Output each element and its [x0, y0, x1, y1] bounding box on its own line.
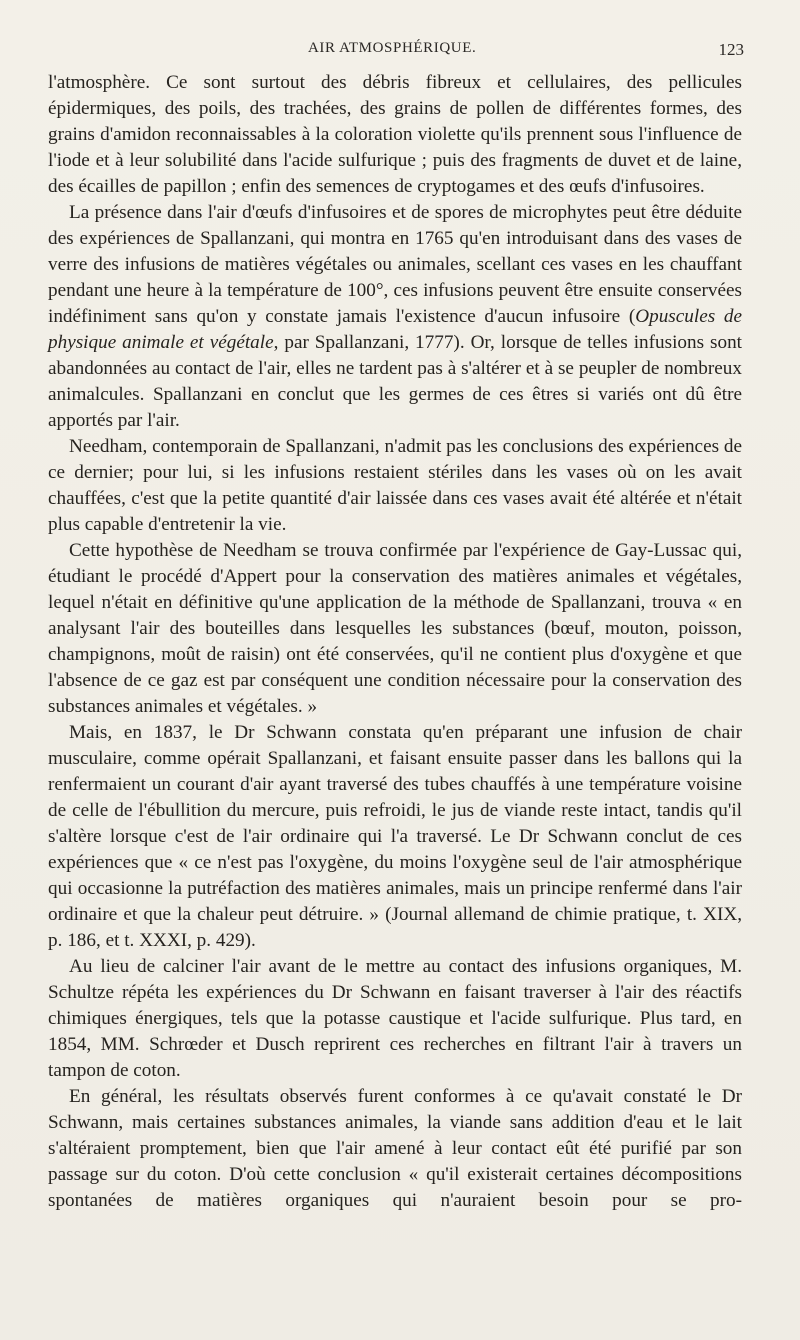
paragraph-6: Au lieu de calciner l'air avant de le mettre au contact des infusions organiques, M. Schultze répéta les expériences du Dr Schwann en faisant traverser à l'air des réactifs chimiques énergiques, tels que la potasse caustique et l'acide sulfurique. Plus tard, en 1854, MM. Schrœder et Dusch reprirent ces recherches en filtrant l'air à travers un tampon de coton. [48, 956, 742, 1081]
paragraph-7: En général, les résultats observés furent conformes à ce qu'avait constaté le Dr Schwann, mais certaines substances animales, la viande sans addition d'eau et le lait s'altéraient promptement, bien que l'air amené à leur contact eût été purifié par son passage sur du coton. D'où cette conclusion « qu'il existerait certaines décompositions spontanées de matières organiques qui n'auraient besoin pour se pro- [48, 1086, 742, 1211]
paragraph-1: l'atmosphère. Ce sont surtout des débris fibreux et cellulaires, des pellicules épidermiques, des poils, des trachées, des grains de pollen de différentes formes, des grains d'amidon reconnaissables à la coloration violette qu'ils prennent sous l'influence de l'iode et à leur solubilité dans l'acide sulfurique ; puis des fragments de duvet et de laine, des écailles de papillon ; enfin des semences de cryptogames et des œufs d'infusoires. [48, 72, 742, 197]
paragraph-4: Cette hypothèse de Needham se trouva confirmée par l'expérience de Gay-Lussac qui, étudiant le procédé d'Appert pour la conservation des matières animales et végétales, lequel n'était en définitive qu'une application de la méthode de Spallanzani, trouva « en analysant l'air des bouteilles dans lesquelles les substances (bœuf, mouton, poisson, champignons, moût de raisin) ont été conservées, qu'il ne contient plus d'oxygène et que l'absence de ce gaz est par conséquent une condition nécessaire pour la conservation des substances animales et végétales. » [48, 540, 742, 717]
running-title: AIR ATMOSPHÉRIQUE. [308, 40, 477, 56]
paragraph-3: Needham, contemporain de Spallanzani, n'admit pas les conclusions des expériences de ce dernier; pour lui, si les infusions restaient stériles dans les vases où on les avait chauffées, c'est que la petite quantité d'air laissée dans ces vases avait été altérée et n'était plus capable d'entretenir la vie. [48, 436, 742, 535]
page-number: 123 [718, 40, 744, 59]
citation-title: Opuscules de physique animale et végétale [48, 306, 742, 353]
page-header [48, 40, 744, 64]
body-text [48, 70, 742, 1214]
paragraph-5: Mais, en 1837, le Dr Schwann constata qu'en préparant une infusion de chair musculaire, comme opérait Spallanzani, et faisant ensuite passer dans les ballons qui la renfermaient un courant d'air ayant traversé des tubes chauffés à une température voisine de celle de l'ébullition du mercure, puis refroidi, le jus de viande reste intact, tandis qu'il s'altère lorsque c'est de l'air ordinaire qui l'a traversé. Le Dr Schwann conclut de ces expériences que « ce n'est pas l'oxygène, du moins l'oxygène seul de l'air atmosphérique qui occasionne la putréfaction des matières animales, mais un principe renfermé dans l'air ordinaire et que la chaleur peut détruire. » (Journal allemand de chimie pratique, t. XIX, p. 186, et t. XXXI, p. 429). [48, 722, 742, 951]
paragraph-2 [48, 200, 742, 434]
paragraph-2-text-before: La présence dans l'air d'œufs d'infusoires et de spores de microphytes peut être déduite des expériences de Spallanzani, qui montra en 1765 qu'en introduisant dans des vases de verre des infusions de matières végétales ou animales, scellant ces vases en les chauffant pendant une heure à la température de 100°, ces infusions peuvent être ensuite conservées indéfiniment sans qu'on y constate jamais l'existence d'aucun infusoire ( [48, 202, 742, 327]
paragraph-2-text-after: , par Spallanzani, 1777). Or, lorsque de telles infusions sont abandonnées au contact de l'air, elles ne tardent pas à s'altérer et à se peupler de nombreux animalcules. Spallanzani en conclut que les germes de ces êtres si variés ont dû être apportés par l'air. [48, 332, 742, 431]
